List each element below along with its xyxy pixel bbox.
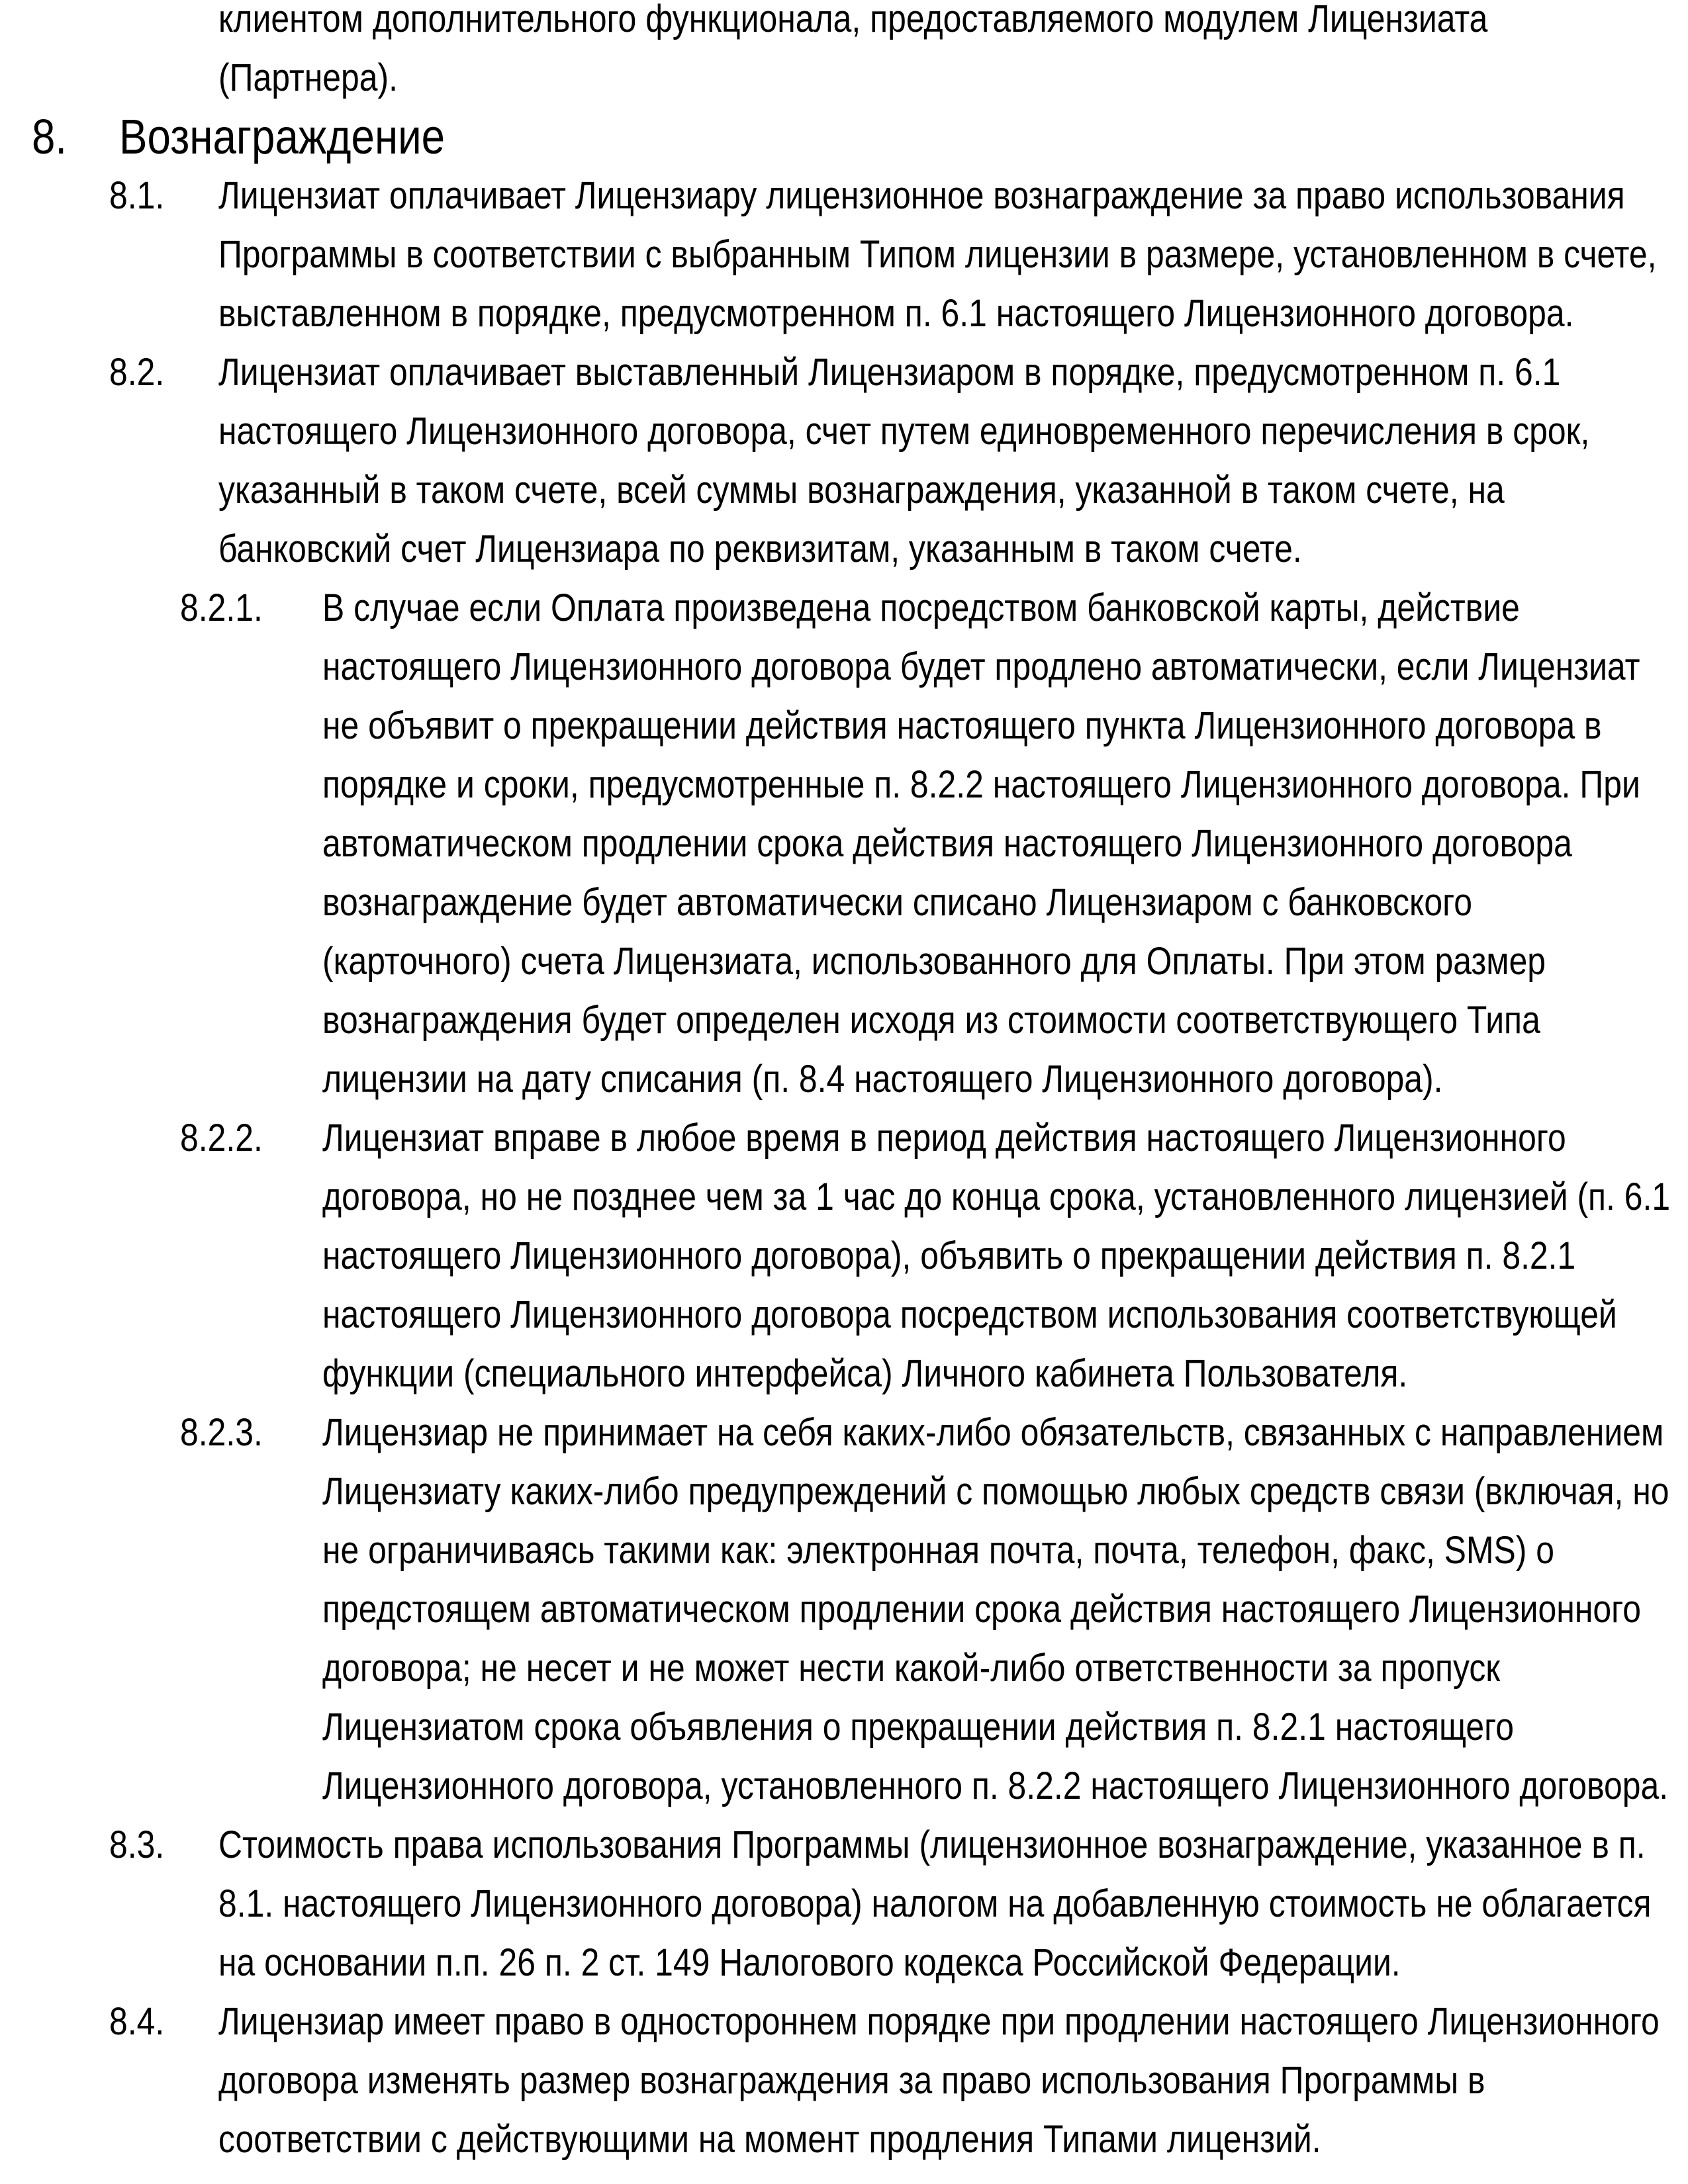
clause-number: 8.2.3. [180, 1411, 263, 1454]
clause-text: соответствии с действующими на момент продления Типами лицензий. [218, 2118, 1321, 2161]
clause-line [0, 225, 1688, 284]
clause-line [0, 696, 1688, 755]
clause-number: 8.2.1. [180, 586, 263, 629]
clause-line [0, 578, 1688, 637]
clause-line [0, 991, 1688, 1050]
clause-text: Программы в соответствии с выбранным Типом лицензии в размере, установленном в счете, [218, 233, 1657, 276]
clause-text: банковский счет Лицензиара по реквизитам, указанным в таком счете. [218, 527, 1302, 570]
clause-line [0, 402, 1688, 461]
clause-text: Лицензионного договора, установленного п. 8.2.2 настоящего Лицензионного договора. [322, 1764, 1669, 1807]
clause-line [0, 1521, 1688, 1580]
clause-text: функции (специального интерфейса) Личного кабинета Пользователя. [322, 1352, 1408, 1395]
section-heading-number: 8. [32, 109, 68, 164]
clause-number: 8.3. [109, 1823, 165, 1866]
clause-line [0, 1285, 1688, 1344]
clause-text: договора; не несет и не может нести какой-либо ответственности за пропуск [322, 1647, 1501, 1690]
clause-line [0, 1167, 1688, 1226]
clause-text: на основании п.п. 26 п. 2 ст. 149 Налогового кодекса Российской Федерации. [218, 1941, 1401, 1984]
clause-line [0, 343, 1688, 402]
clause-text: указанный в таком счете, всей суммы вознаграждения, указанной в таком счете, на [218, 469, 1505, 512]
clause-text: вознаграждение будет автоматически списано Лицензиаром с банковского [322, 881, 1472, 924]
clause-text: Стоимость права использования Программы (лицензионное вознаграждение, указанное в п. [218, 1823, 1646, 1866]
clause-text: Лицензиар имеет право в одностороннем порядке при продлении настоящего Лицензионного [218, 2000, 1660, 2043]
clause-text: выставленном в порядке, предусмотренном п. 6.1 настоящего Лицензионного договора. [218, 292, 1574, 335]
clause-line [0, 873, 1688, 932]
clause-text: договора, но не позднее чем за 1 час до конца срока, установленного лицензией (п. 6.1 [322, 1175, 1671, 1218]
clause-line [0, 1698, 1688, 1756]
clause-text: Лицензиат оплачивает Лицензиару лицензионное вознаграждение за право использования [218, 174, 1625, 217]
clause-line [0, 1992, 1688, 2051]
paragraph-text: (Партнера). [218, 56, 398, 99]
clause-text: Лицензиат оплачивает выставленный Лицензиаром в порядке, предусмотренном п. 6.1 [218, 351, 1561, 394]
clause-line [0, 1109, 1688, 1167]
clause-line [0, 1756, 1688, 1815]
clause-text: лицензии на дату списания (п. 8.4 настоящего Лицензионного договора). [322, 1058, 1443, 1101]
clause-line [0, 1403, 1688, 1462]
clause-number: 8.1. [109, 174, 165, 217]
clause-text: настоящего Лицензионного договора), объявить о прекращении действия п. 8.2.1 [322, 1234, 1576, 1277]
clause-text: настоящего Лицензионного договора, счет путем единовременного перечисления в срок, [218, 410, 1590, 453]
clause-line [0, 1933, 1688, 1992]
clause-text: автоматическом продлении срока действия настоящего Лицензионного договора [322, 822, 1572, 865]
clause-line [0, 2110, 1688, 2169]
clause-number: 8.2. [109, 351, 165, 394]
clause-line [0, 1462, 1688, 1521]
clause-line [0, 520, 1688, 578]
clause-line [0, 932, 1688, 991]
clause-line [0, 1344, 1688, 1403]
clause-line [0, 1874, 1688, 1933]
intro-paragraph-line [0, 0, 1688, 48]
section-heading-title: Вознаграждение [119, 109, 445, 164]
clause-text: не ограничиваясь такими как: электронная почта, почта, телефон, факс, SMS) о [322, 1529, 1554, 1572]
clause-text: Лицензиату каких-либо предупреждений с помощью любых средств связи (включая, но [322, 1470, 1669, 1513]
clause-line [0, 2051, 1688, 2110]
clause-number: 8.2.2. [180, 1116, 263, 1160]
clause-number: 8.4. [109, 2000, 165, 2043]
clause-line [0, 814, 1688, 873]
clause-text: 8.1. настоящего Лицензионного договора) налогом на добавленную стоимость не облагается [218, 1882, 1652, 1925]
clause-line [0, 1815, 1688, 1874]
clause-line [0, 284, 1688, 343]
section-heading [0, 107, 1688, 166]
clause-text: Лицензиар не принимает на себя каких-либо обязательств, связанных с направлением [322, 1411, 1664, 1454]
clause-text: настоящего Лицензионного договора будет продлено автоматически, если Лицензиат [322, 645, 1640, 688]
clause-line [0, 1580, 1688, 1639]
clause-text: договора изменять размер вознаграждения за право использования Программы в [218, 2059, 1485, 2102]
clause-text: Лицензиат вправе в любое время в период действия настоящего Лицензионного [322, 1116, 1566, 1160]
clause-text: не объявит о прекращении действия настоящего пункта Лицензионного договора в [322, 704, 1602, 747]
clause-text: вознаграждения будет определен исходя из стоимости соответствующего Типа [322, 999, 1540, 1042]
intro-paragraph-line [0, 48, 1688, 107]
clause-text: предстоящем автоматическом продлении срока действия настоящего Лицензионного [322, 1588, 1641, 1631]
clause-line [0, 1050, 1688, 1109]
paragraph-text: клиентом дополнительного функционала, предоставляемого модулем Лицензиата [218, 0, 1488, 40]
clause-line [0, 461, 1688, 520]
clause-line [0, 1226, 1688, 1285]
clause-text: В случае если Оплата произведена посредством банковской карты, действие [322, 586, 1520, 629]
clause-line [0, 1639, 1688, 1698]
clause-text: порядке и сроки, предусмотренные п. 8.2.2 настоящего Лицензионного договора. При [322, 763, 1640, 806]
clause-text: Лицензиатом срока объявления о прекращении действия п. 8.2.1 настоящего [322, 1706, 1515, 1749]
clause-text: настоящего Лицензионного договора посредством использования соответствующей [322, 1293, 1617, 1336]
clause-text: (карточного) счета Лицензиата, использованного для Оплаты. При этом размер [322, 940, 1546, 983]
clause-line [0, 637, 1688, 696]
clause-line [0, 166, 1688, 225]
clause-line [0, 755, 1688, 814]
